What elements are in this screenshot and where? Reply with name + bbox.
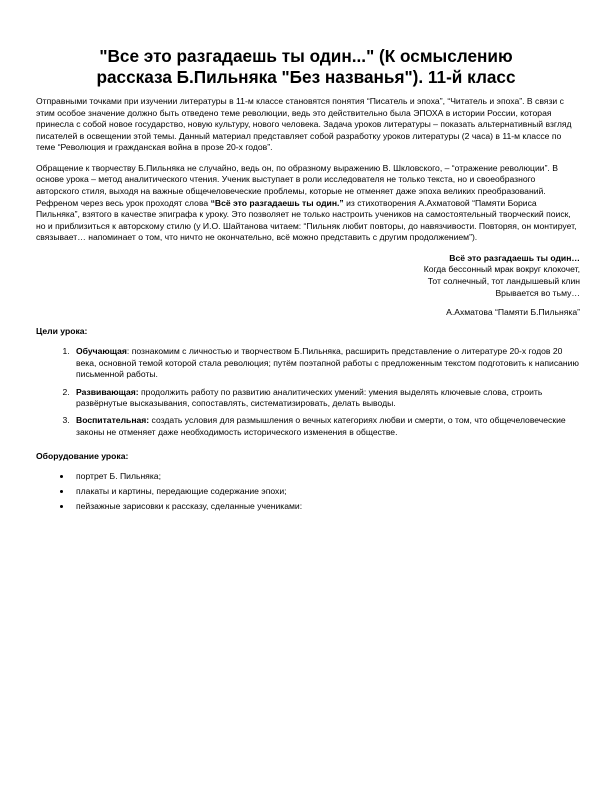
goal-term: Развивающая: (76, 386, 139, 397)
goal-item (72, 387, 580, 410)
goal-term: Обучающая (76, 346, 127, 357)
method-text-end: из стихотворения А.Ахматовой “Памяти Бориса Пильняка”, взятого в качестве эпиграфа к уроку. Это позволяет не только настроить учеников на самостоятельный творческий поиск, но и приблизиться к авторскому стилю (у И.О. Шайтанова читаем: “Пильняк любит повторы, до навязчивости. Повторяя, он монтирует, связывает… напоминает о том, что ничто не окончательно, всё можно представить с другим продолжением”). (36, 197, 577, 243)
goals-list (36, 346, 580, 438)
epigraph-line: Всё это разгадаешь ты один… (449, 252, 580, 263)
goal-item (72, 346, 580, 381)
goal-text: создать условия для размышления о вечных категориях любви и смерти, о том, что общечеловеческие законы не отменяет даже необходимость исторического изменения в обществе. (76, 415, 566, 438)
method-text-start: Обращение к творчеству Б.Пильняка не случайно, ведь он, по образному выражению В. Шкловского, – “отражение революции”. В основе урока – метод аналитического чтения. Ученик выступает в роли исследователя не только текста, но и своеобразного авторского стиля, выходя на важные общечеловеческие проблемы, которые не отменяет даже эпоха великих преобразований. Рефреном через весь урок проходят слова (36, 162, 558, 208)
document-body (36, 96, 580, 516)
equipment-item: • плакаты и картины, передающие содержание эпохи; (72, 486, 580, 498)
goal-item (72, 415, 580, 438)
epigraph-source: А.Ахматова “Памяти Б.Пильняка” (446, 307, 580, 318)
intro-paragraph: Отправными точками при изучении литературы в 11-м классе становятся понятия “Писатель и эпоха”, “Читатель и эпоха”. В связи с этим особое значение должно быть отведено теме революции, ведь это действительно была ЭПОХА в истории России, которая принесла с собой новое государство, новую культуру, нового человека. Задача уроков литературы – показать альтернативный взгляд писателей в освещении этой темы. Данный материал представляет собой разработку уроков литературы (2 часа) в 11-м классе по теме “Революция и гражданская война в прозе 20-х годов”. (36, 96, 572, 153)
goal-text: : познакомим с личностью и творчеством Б.Пильняка, расширить представление о литературе 20-х годов 20 века, основной темой которой стала революция; путём поэтапной работы с предложенным текстом подготовить к написанию письменной работы. (76, 346, 579, 380)
refrain-quote: “Всё это разгадаешь ты один.” (210, 197, 344, 208)
epigraph (36, 253, 580, 319)
goal-text: продолжить работу по развитию аналитических умений: умения выделять ключевые слова, строить развёрнутые высказывания, сопоставлять, систематизировать, делать выводы. (76, 386, 543, 409)
epigraph-line: Когда бессонный мрак вокруг клокочет, (423, 264, 580, 275)
epigraph-line: Тот солнечный, тот ландышевый клин (427, 275, 580, 286)
equipment-item: • портрет Б. Пильняка; (72, 471, 580, 483)
equipment-list (36, 471, 580, 513)
equipment-item: • пейзажные зарисовки к рассказу, сделанные учениками: (72, 501, 580, 513)
goals-heading: Цели урока: (36, 325, 88, 336)
goal-term: Воспитательная: (76, 415, 150, 426)
page-title: "Все это разгадаешь ты один..." (К осмыслению рассказа Б.Пильняка "Без названья"). 11-й класс (96, 46, 516, 87)
method-paragraph (36, 163, 580, 244)
epigraph-line: Врывается во тьму… (495, 287, 580, 298)
equipment-heading: Оборудование урока: (36, 450, 129, 461)
